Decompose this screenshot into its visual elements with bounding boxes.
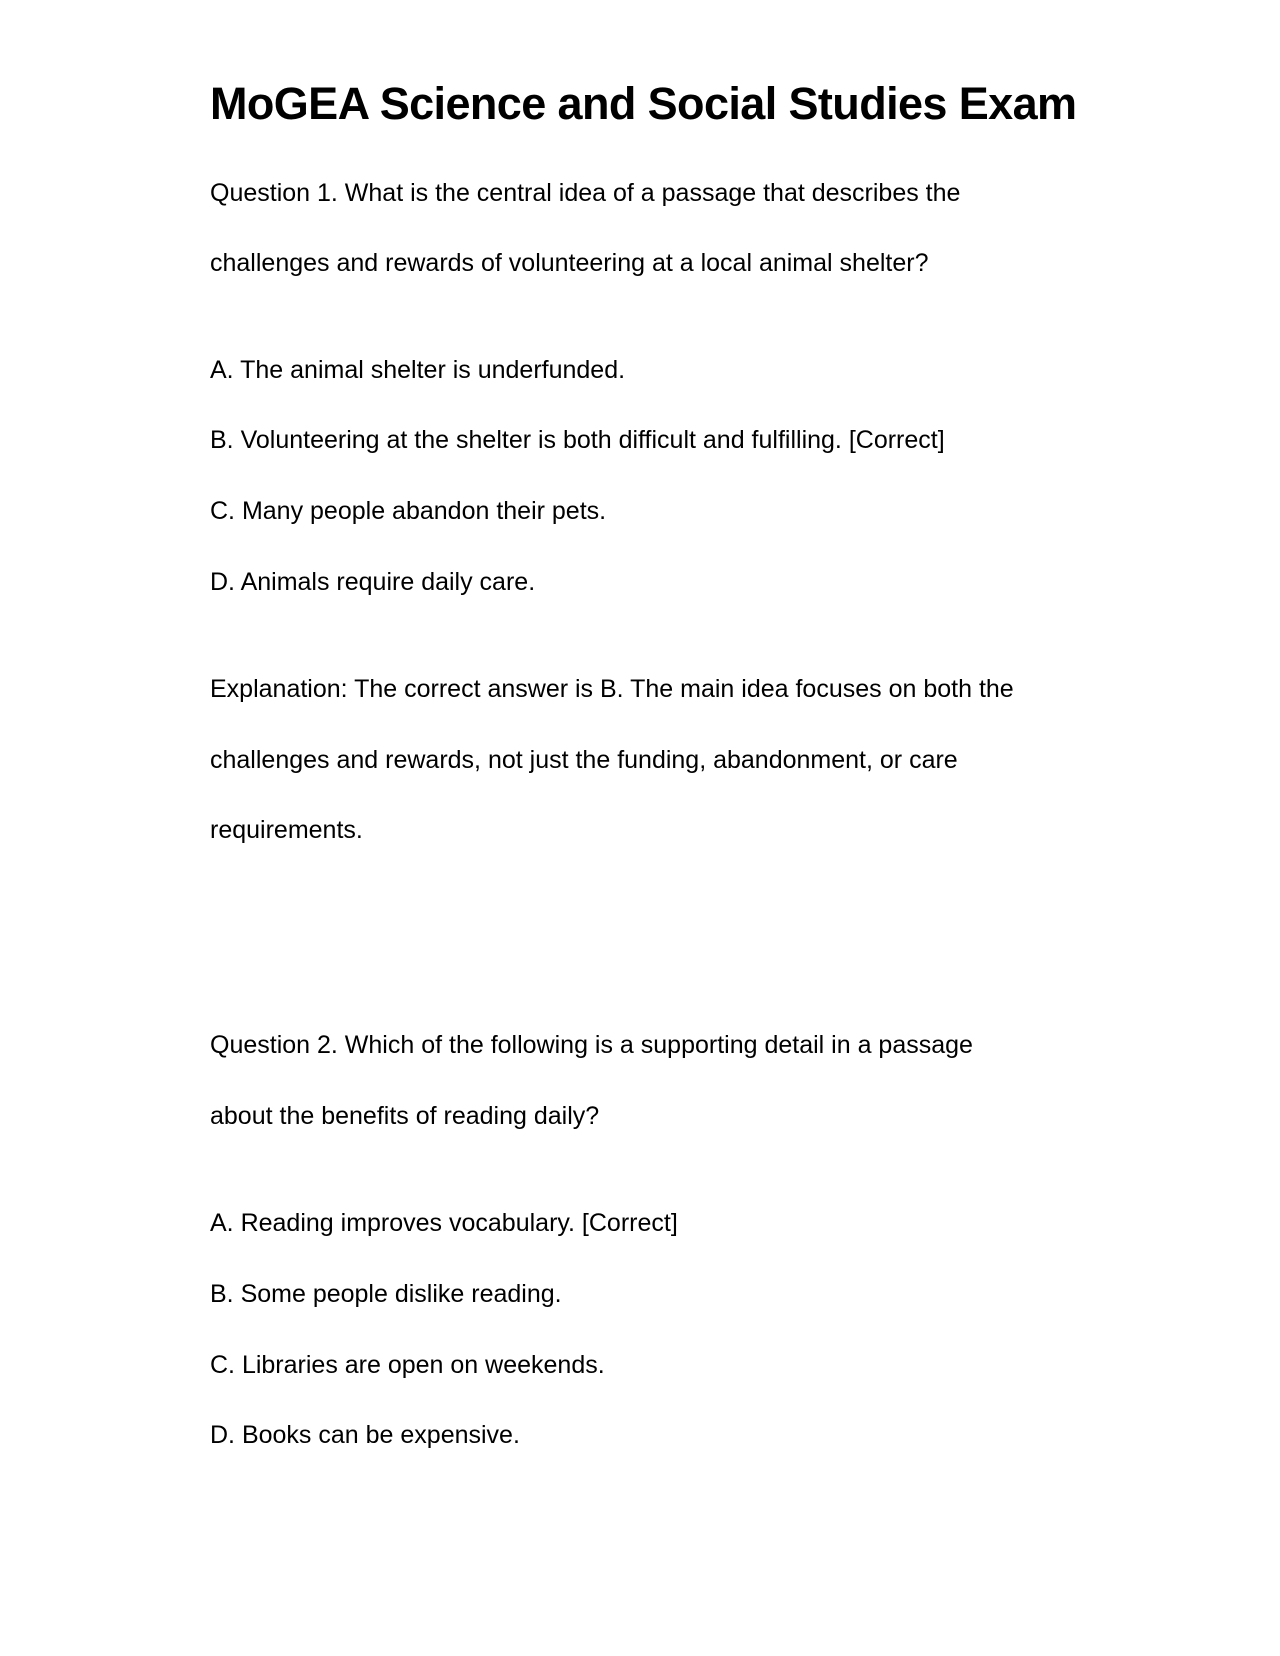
question-1-explanation-line-2: challenges and rewards, not just the funding, abandonment, or care — [210, 746, 958, 774]
question-1-explanation-line-1: Explanation: The correct answer is B. The main idea focuses on both the — [210, 675, 1014, 703]
question-1-option-c: C. Many people abandon their pets. — [210, 497, 607, 525]
question-2-option-c: C. Libraries are open on weekends. — [210, 1351, 605, 1379]
question-2-prompt-line-2: about the benefits of reading daily? — [210, 1102, 600, 1130]
question-1-prompt-line-2: challenges and rewards of volunteering at a local animal shelter? — [210, 249, 929, 277]
question-2-prompt-line-1: Question 2. Which of the following is a supporting detail in a passage — [210, 1031, 973, 1059]
question-1-prompt-line-1: Question 1. What is the central idea of a passage that describes the — [210, 179, 961, 207]
question-1-option-a: A. The animal shelter is underfunded. — [210, 356, 626, 384]
question-1-explanation-line-3: requirements. — [210, 816, 363, 844]
question-1-option-b: B. Volunteering at the shelter is both difficult and fulfilling. [Correct] — [210, 426, 945, 454]
document-title: MoGEA Science and Social Studies Exam — [210, 78, 1077, 129]
question-2-option-d: D. Books can be expensive. — [210, 1421, 520, 1449]
question-1-option-d: D. Animals require daily care. — [210, 568, 536, 596]
question-2-option-b: B. Some people dislike reading. — [210, 1280, 562, 1308]
question-2-option-a: A. Reading improves vocabulary. [Correct] — [210, 1209, 678, 1237]
